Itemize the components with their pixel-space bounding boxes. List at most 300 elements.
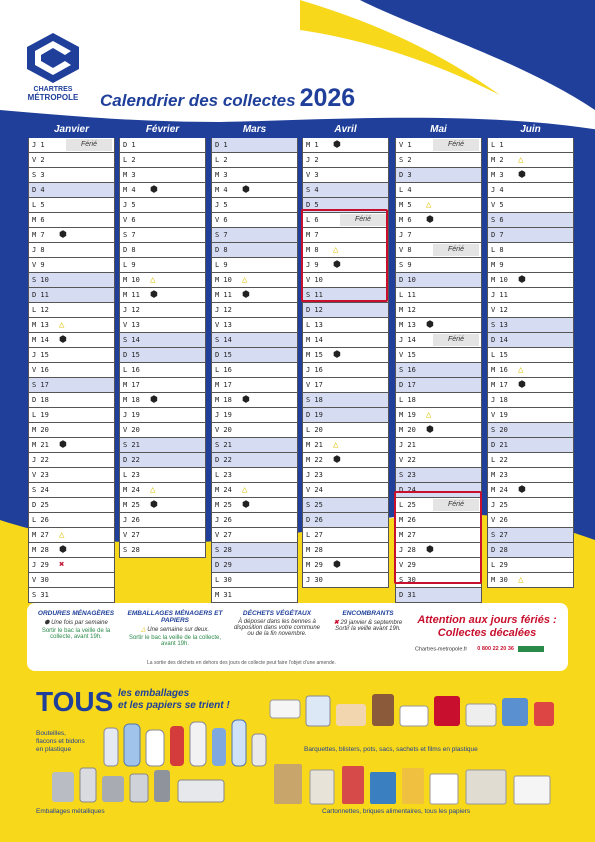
- day-label: V 10: [306, 276, 323, 284]
- day-label: D 11: [32, 291, 49, 299]
- day-label: V 13: [215, 321, 232, 329]
- day-row: [28, 408, 115, 423]
- day-row: [211, 198, 298, 213]
- day-label: D 15: [123, 351, 140, 359]
- day-label: J 22: [32, 456, 49, 464]
- day-row: [302, 303, 389, 318]
- day-row: [395, 153, 482, 168]
- day-label: V 30: [32, 576, 49, 584]
- day-row: [28, 243, 115, 258]
- day-row: [28, 543, 115, 558]
- day-label: L 25: [399, 501, 416, 509]
- contact: Chartres-metropole.fr 0 800 22 20 36: [415, 646, 544, 652]
- day-row: [302, 318, 389, 333]
- day-label: L 16: [123, 366, 140, 374]
- day-label: M 31: [215, 591, 232, 599]
- holiday-highlight-may: [394, 491, 482, 584]
- triangle-icon: △: [150, 275, 156, 285]
- day-label: S 16: [399, 366, 416, 374]
- day-label: V 3: [306, 171, 319, 179]
- day-row: [119, 228, 206, 243]
- day-label: J 16: [306, 366, 323, 374]
- day-label: S 2: [399, 156, 412, 164]
- hex-icon: ⬢: [150, 395, 158, 405]
- day-label: M 3: [123, 171, 136, 179]
- day-label: D 31: [399, 591, 416, 599]
- day-row: [119, 213, 206, 228]
- day-label: D 4: [32, 186, 45, 194]
- hex-icon: ⬢: [59, 230, 67, 240]
- day-row: [211, 543, 298, 558]
- day-label: J 9: [306, 261, 319, 269]
- day-label: D 28: [491, 546, 508, 554]
- day-row: [487, 168, 574, 183]
- caption-bottles: Bouteilles, flacons et bidons en plastique: [36, 730, 85, 753]
- bottles-illustration: [100, 716, 270, 768]
- day-row: [302, 468, 389, 483]
- day-label: M 21: [32, 441, 49, 449]
- day-label: V 1: [399, 141, 412, 149]
- day-label: S 4: [306, 186, 319, 194]
- day-label: M 11: [215, 291, 232, 299]
- day-row: [302, 513, 389, 528]
- day-row: [119, 393, 206, 408]
- day-row: [302, 558, 389, 573]
- day-label: J 29: [32, 561, 49, 569]
- day-row: [302, 363, 389, 378]
- day-label: L 1: [491, 141, 504, 149]
- month-3: [302, 124, 389, 588]
- day-row: [28, 303, 115, 318]
- day-row: [302, 138, 389, 153]
- day-label: J 23: [306, 471, 323, 479]
- day-label: J 19: [215, 411, 232, 419]
- day-label: D 7: [491, 231, 504, 239]
- day-label: M 3: [215, 171, 228, 179]
- day-row: [302, 573, 389, 588]
- day-row: [487, 318, 574, 333]
- day-label: M 15: [306, 351, 323, 359]
- day-label: L 11: [399, 291, 416, 299]
- day-label: J 21: [399, 441, 416, 449]
- day-label: L 26: [32, 516, 49, 524]
- day-row: [119, 468, 206, 483]
- day-row: [119, 348, 206, 363]
- day-label: D 17: [399, 381, 416, 389]
- day-row: [487, 348, 574, 363]
- triangle-icon: △: [59, 320, 65, 330]
- day-row: [395, 168, 482, 183]
- day-label: V 27: [123, 531, 140, 539]
- day-label: M 26: [399, 516, 416, 524]
- triangle-icon: △: [333, 440, 339, 450]
- day-label: M 17: [123, 381, 140, 389]
- hex-icon: ⬢: [518, 380, 526, 390]
- day-row: [211, 318, 298, 333]
- day-label: D 22: [215, 456, 232, 464]
- day-row: [119, 198, 206, 213]
- legend-encombrants: ENCOMBRANTS ✖ 29 janvier & septembre Sortir la veille avant 19h.: [333, 610, 403, 632]
- hex-icon: ⬢: [59, 545, 67, 555]
- day-row: [28, 183, 115, 198]
- hex-icon: ⬢: [59, 440, 67, 450]
- day-label: V 6: [215, 216, 228, 224]
- day-label: M 24: [123, 486, 140, 494]
- day-row: [28, 258, 115, 273]
- holiday-label: Férié: [433, 139, 479, 151]
- day-label: L 8: [491, 246, 504, 254]
- triangle-icon: △: [59, 530, 65, 540]
- day-row: [487, 408, 574, 423]
- day-row: [119, 363, 206, 378]
- day-row: [119, 243, 206, 258]
- triangle-icon: △: [518, 155, 524, 165]
- day-label: L 18: [399, 396, 416, 404]
- day-row: [28, 393, 115, 408]
- day-row: [395, 363, 482, 378]
- day-row: [302, 393, 389, 408]
- day-row: [395, 408, 482, 423]
- day-label: M 12: [399, 306, 416, 314]
- day-row: [487, 183, 574, 198]
- day-label: D 1: [215, 141, 228, 149]
- day-label: V 17: [306, 381, 323, 389]
- day-label: M 22: [306, 456, 323, 464]
- day-row: [211, 168, 298, 183]
- day-label: M 13: [399, 321, 416, 329]
- day-label: M 14: [306, 336, 323, 344]
- day-row: [395, 468, 482, 483]
- day-label: M 18: [215, 396, 232, 404]
- day-row: [395, 273, 482, 288]
- page-title: Champseru: [101, 32, 315, 74]
- day-row: [302, 528, 389, 543]
- day-row: [28, 573, 115, 588]
- day-row: [302, 543, 389, 558]
- day-label: L 5: [32, 201, 45, 209]
- day-label: V 26: [491, 516, 508, 524]
- day-row: [302, 378, 389, 393]
- holiday-label: Férié: [433, 499, 479, 511]
- day-row: [211, 138, 298, 153]
- hex-icon: ⬢: [242, 185, 250, 195]
- day-row: [28, 558, 115, 573]
- day-label: J 30: [306, 576, 323, 584]
- day-label: M 13: [32, 321, 49, 329]
- day-row: [28, 528, 115, 543]
- day-row: [211, 423, 298, 438]
- day-label: V 9: [32, 261, 45, 269]
- day-row: [395, 588, 482, 603]
- day-label: M 28: [306, 546, 323, 554]
- holiday-warning: Attention aux jours fériés : Collectes décalées: [417, 614, 557, 639]
- triangle-icon: △: [141, 627, 146, 633]
- day-label: M 2: [491, 156, 504, 164]
- day-row: [302, 183, 389, 198]
- day-label: S 24: [32, 486, 49, 494]
- triangle-icon: △: [242, 485, 248, 495]
- day-row: [487, 213, 574, 228]
- day-row: [119, 528, 206, 543]
- day-row: [211, 243, 298, 258]
- day-row: [487, 423, 574, 438]
- day-row: [302, 498, 389, 513]
- day-row: [119, 378, 206, 393]
- day-row: [302, 483, 389, 498]
- day-label: V 20: [123, 426, 140, 434]
- day-label: D 21: [491, 441, 508, 449]
- day-row: [119, 258, 206, 273]
- day-row: [28, 318, 115, 333]
- fine-note: La sortie des déchets en dehors des jours de collecte peut faire l'objet d'une amende.: [147, 660, 336, 666]
- day-row: [28, 228, 115, 243]
- day-label: D 25: [32, 501, 49, 509]
- day-label: M 14: [32, 336, 49, 344]
- holiday-label: Férié: [340, 214, 386, 226]
- day-label: L 2: [123, 156, 136, 164]
- triangle-icon: △: [518, 365, 524, 375]
- day-label: M 4: [123, 186, 136, 194]
- day-row: [395, 423, 482, 438]
- day-label: V 13: [123, 321, 140, 329]
- month-2: [211, 124, 298, 603]
- day-label: M 19: [399, 411, 416, 419]
- day-row: [395, 243, 482, 258]
- day-label: V 19: [491, 411, 508, 419]
- day-label: J 12: [123, 306, 140, 314]
- day-label: J 28: [399, 546, 416, 554]
- year: 2026: [299, 84, 356, 112]
- day-row: [211, 258, 298, 273]
- day-label: M 3: [491, 171, 504, 179]
- day-label: D 24: [399, 486, 416, 494]
- day-label: D 1: [123, 141, 136, 149]
- day-label: S 14: [215, 336, 232, 344]
- day-row: [28, 453, 115, 468]
- day-label: L 20: [306, 426, 323, 434]
- day-label: M 4: [215, 186, 228, 194]
- day-label: J 7: [399, 231, 412, 239]
- month-5: [487, 124, 574, 588]
- day-row: [395, 333, 482, 348]
- hex-icon: ⬢: [333, 560, 341, 570]
- day-row: [487, 573, 574, 588]
- day-label: J 15: [32, 351, 49, 359]
- day-label: L 16: [215, 366, 232, 374]
- day-row: [395, 378, 482, 393]
- day-label: L 19: [32, 411, 49, 419]
- day-row: [28, 288, 115, 303]
- day-row: [28, 138, 115, 153]
- day-row: [395, 393, 482, 408]
- triangle-icon: △: [426, 410, 432, 420]
- day-label: M 10: [491, 276, 508, 284]
- day-label: M 11: [123, 291, 140, 299]
- day-label: S 27: [491, 531, 508, 539]
- day-label: V 12: [491, 306, 508, 314]
- day-label: L 15: [491, 351, 508, 359]
- day-label: L 23: [215, 471, 232, 479]
- day-row: [119, 483, 206, 498]
- caption-metal: Emballages métalliques: [36, 808, 105, 815]
- day-label: M 25: [215, 501, 232, 509]
- day-label: D 14: [491, 336, 508, 344]
- trays-illustration: [268, 690, 558, 742]
- day-row: [487, 288, 574, 303]
- day-label: D 19: [306, 411, 323, 419]
- triangle-icon: △: [426, 200, 432, 210]
- legend-ordures: ORDURES MÉNAGÈRES ⬢ Une fois par semaine Sortir le bac la veille de la collecte, avant 19h.: [37, 610, 115, 640]
- day-label: M 17: [215, 381, 232, 389]
- holiday-label: Férié: [66, 139, 112, 151]
- day-label: L 22: [491, 456, 508, 464]
- day-label: M 10: [123, 276, 140, 284]
- day-label: J 25: [491, 501, 508, 509]
- day-row: [487, 498, 574, 513]
- day-row: [395, 228, 482, 243]
- month-name: Avril: [334, 124, 357, 135]
- day-row: [487, 198, 574, 213]
- day-row: [487, 228, 574, 243]
- day-row: [119, 303, 206, 318]
- day-label: V 23: [32, 471, 49, 479]
- day-label: V 20: [215, 426, 232, 434]
- day-row: [395, 288, 482, 303]
- day-label: S 30: [399, 576, 416, 584]
- legend-emballages: EMBALLAGES MÉNAGERS ET PAPIERS △ Une semaine sur deux. Sortir le bac la veille de la collecte, avant 19h.: [127, 610, 223, 647]
- day-row: [395, 213, 482, 228]
- hex-icon: ⬢: [333, 140, 341, 150]
- hex-icon: ⬢: [333, 455, 341, 465]
- day-label: D 15: [215, 351, 232, 359]
- day-label: S 13: [491, 321, 508, 329]
- day-label: M 7: [306, 231, 319, 239]
- day-row: [302, 408, 389, 423]
- day-row: [211, 558, 298, 573]
- day-label: M 1: [306, 141, 319, 149]
- hex-icon: ⬢: [242, 395, 250, 405]
- day-label: M 21: [306, 441, 323, 449]
- day-row: [211, 468, 298, 483]
- day-label: M 6: [32, 216, 45, 224]
- day-label: M 5: [399, 201, 412, 209]
- day-row: [211, 303, 298, 318]
- day-row: [302, 438, 389, 453]
- logo-text: CHARTRES MÉTROPOLE: [27, 86, 79, 102]
- day-row: [119, 183, 206, 198]
- day-label: D 26: [306, 516, 323, 524]
- day-label: M 27: [32, 531, 49, 539]
- hex-icon: ⬢: [426, 425, 434, 435]
- day-row: [211, 333, 298, 348]
- legend-vegetaux: DÉCHETS VÉGÉTAUX À déposer dans les bennes à disposition dans votre commune ou de la fin novembre.: [233, 610, 321, 637]
- month-name: Mai: [430, 124, 447, 135]
- day-row: [487, 273, 574, 288]
- metal-illustration: [50, 766, 230, 806]
- day-row: [487, 453, 574, 468]
- day-row: [119, 438, 206, 453]
- triangle-icon: △: [150, 485, 156, 495]
- hex-icon: ⬢: [150, 500, 158, 510]
- day-row: [487, 558, 574, 573]
- day-row: [211, 588, 298, 603]
- day-label: J 5: [123, 201, 136, 209]
- day-row: [28, 213, 115, 228]
- day-row: [211, 573, 298, 588]
- day-label: J 26: [215, 516, 232, 524]
- day-row: [211, 288, 298, 303]
- hex-icon: ⬢: [518, 170, 526, 180]
- day-row: [211, 513, 298, 528]
- day-label: M 24: [491, 486, 508, 494]
- day-label: L 6: [306, 216, 319, 224]
- day-label: L 29: [491, 561, 508, 569]
- day-row: [28, 483, 115, 498]
- day-row: [395, 258, 482, 273]
- day-label: M 9: [491, 261, 504, 269]
- day-label: M 6: [399, 216, 412, 224]
- day-row: [211, 228, 298, 243]
- day-label: S 17: [32, 381, 49, 389]
- day-label: L 2: [215, 156, 228, 164]
- day-row: [119, 453, 206, 468]
- holiday-label: Férié: [433, 334, 479, 346]
- hex-icon: ⬢: [426, 215, 434, 225]
- day-label: L 30: [215, 576, 232, 584]
- day-row: [487, 138, 574, 153]
- day-label: J 4: [491, 186, 504, 194]
- day-label: D 3: [399, 171, 412, 179]
- day-row: [395, 453, 482, 468]
- day-label: L 4: [399, 186, 412, 194]
- day-label: S 23: [399, 471, 416, 479]
- day-row: [487, 378, 574, 393]
- day-row: [487, 303, 574, 318]
- day-label: M 10: [215, 276, 232, 284]
- hex-icon: ⬢: [426, 545, 434, 555]
- hex-icon: ⬢: [333, 350, 341, 360]
- day-row: [119, 273, 206, 288]
- day-label: V 5: [491, 201, 504, 209]
- day-label: D 8: [123, 246, 136, 254]
- day-row: [28, 198, 115, 213]
- month-1: [119, 124, 206, 558]
- day-row: [302, 168, 389, 183]
- tous-heading: TOUS: [36, 686, 114, 717]
- day-label: S 21: [123, 441, 140, 449]
- day-label: M 27: [399, 531, 416, 539]
- day-row: [119, 168, 206, 183]
- chartres-metropole-logo: [27, 33, 79, 83]
- day-row: [487, 528, 574, 543]
- day-label: M 30: [491, 576, 508, 584]
- day-row: [487, 468, 574, 483]
- day-row: [211, 408, 298, 423]
- day-row: [487, 333, 574, 348]
- day-label: J 11: [491, 291, 508, 299]
- tous-subtitle: les emballages et les papiers se trient !: [118, 688, 230, 711]
- day-row: [119, 318, 206, 333]
- day-label: D 18: [32, 396, 49, 404]
- day-row: [302, 348, 389, 363]
- day-label: M 29: [306, 561, 323, 569]
- day-row: [119, 498, 206, 513]
- day-label: J 14: [399, 336, 416, 344]
- day-row: [487, 393, 574, 408]
- day-label: M 18: [123, 396, 140, 404]
- day-row: [487, 258, 574, 273]
- day-label: V 29: [399, 561, 416, 569]
